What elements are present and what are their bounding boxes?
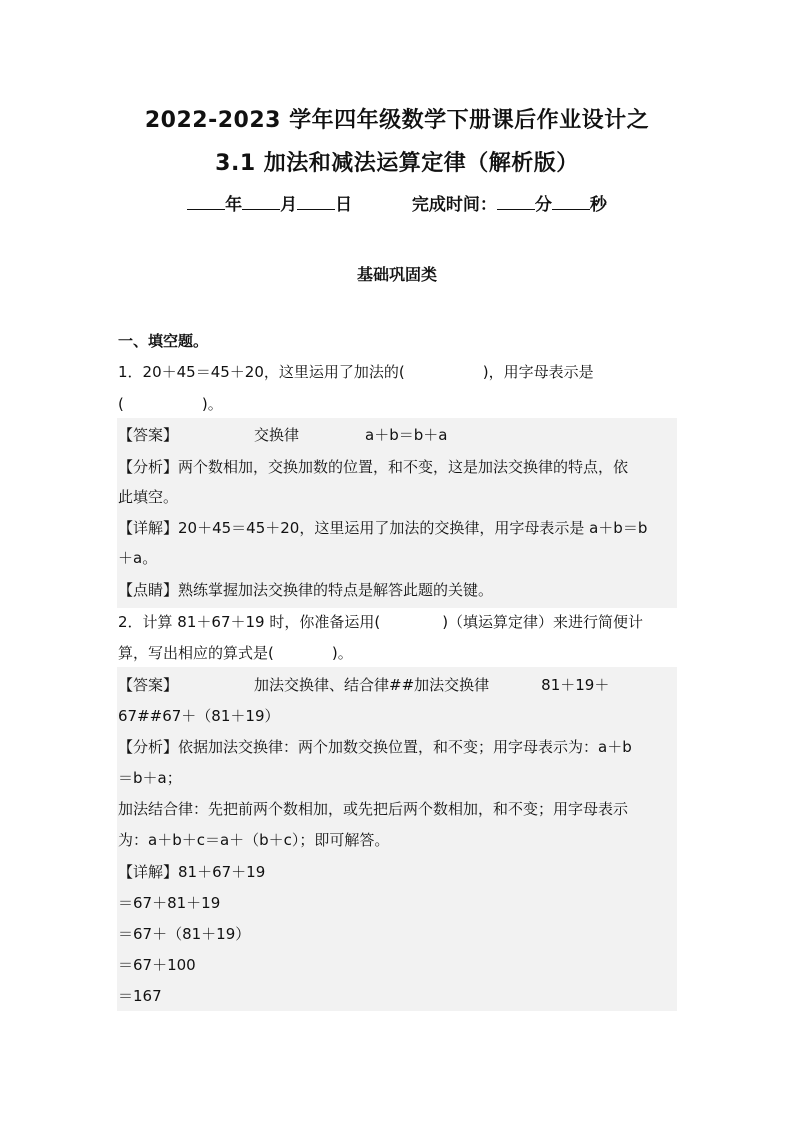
second-label: 秒 xyxy=(589,195,607,215)
day-blank xyxy=(297,195,335,210)
time-label: 完成时间： xyxy=(411,195,497,215)
q2-answer xyxy=(118,675,678,695)
q2-analysis-4: 为：a＋b＋c＝a＋（b＋c）；即可解答。 xyxy=(118,831,390,849)
q1-detail-2: ＋a。 xyxy=(118,549,158,567)
q1-comment: 【点睛】熟练掌握加法交换律的特点是解答此题的关键。 xyxy=(118,581,494,599)
q2-detail-2: ＝67＋81＋19 xyxy=(118,894,221,912)
q2-detail-1: 【详解】81＋67＋19 xyxy=(118,863,266,881)
minute-label: 分 xyxy=(534,195,552,215)
q2-stem-c: 算，写出相应的算式是( xyxy=(118,644,274,662)
month-label: 月 xyxy=(280,195,298,215)
q1-stem-c: ( xyxy=(118,395,124,413)
q2-stem-line1 xyxy=(118,612,678,632)
q2-answer-3: 67##67＋（81＋19） xyxy=(118,707,280,725)
q2-stem-line2 xyxy=(118,643,678,663)
doc-title-line2: 3.1 加法和减法运算定律（解析版） xyxy=(215,151,579,176)
q2-detail-4: ＝67＋100 xyxy=(118,956,196,974)
q2-answer-1: 加法交换律、结合律##加法交换律 xyxy=(254,676,490,694)
q2-stem-a: 2．计算 81＋67＋19 时，你准备运用( xyxy=(118,613,381,631)
q2-detail-3: ＝67＋（81＋19） xyxy=(118,925,251,943)
date-line xyxy=(0,190,794,215)
q1-answer-2: a＋b＝b＋a xyxy=(365,426,448,444)
q2-detail-5: ＝167 xyxy=(118,987,162,1005)
q1-stem-line2 xyxy=(118,394,678,414)
q1-stem-line1 xyxy=(118,362,678,382)
q1-answer-label: 【答案】 xyxy=(118,426,179,444)
q2-answer-label: 【答案】 xyxy=(118,676,179,694)
q2-stem-d: )。 xyxy=(331,644,353,662)
year-label: 年 xyxy=(225,195,243,215)
day-label: 日 xyxy=(335,195,353,215)
q2-analysis-1: 【分析】依据加法交换律：两个加数交换位置，和不变；用字母表示为：a＋b xyxy=(118,738,632,756)
q2-answer-2: 81＋19＋ xyxy=(541,676,610,694)
year-blank xyxy=(187,195,225,210)
q1-answer xyxy=(118,425,678,445)
second-blank xyxy=(552,195,590,210)
section-title: 基础巩固类 xyxy=(356,265,437,284)
q1-detail-1: 【详解】20＋45＝45＋20，这里运用了加法的交换律，用字母表示是 a＋b＝b xyxy=(118,519,648,537)
q2-analysis-3: 加法结合律：先把前两个数相加，或先把后两个数相加，和不变；用字母表示 xyxy=(118,800,629,818)
month-blank xyxy=(242,195,280,210)
q2-stem-b: )（填运算定律）来进行简便计 xyxy=(442,613,644,631)
part-title: 一、填空题。 xyxy=(118,332,209,350)
q1-stem-d: )。 xyxy=(201,395,223,413)
q1-answer-1: 交换律 xyxy=(254,426,300,444)
q1-analysis-1: 【分析】两个数相加，交换加数的位置，和不变，这是加法交换律的特点，依 xyxy=(118,458,629,476)
q1-stem-a: 1．20＋45＝45＋20，这里运用了加法的( xyxy=(118,363,405,381)
minute-blank xyxy=(497,195,535,210)
doc-title-line1: 2022-2023 学年四年级数学下册课后作业设计之 xyxy=(144,108,650,133)
q2-analysis-2: ＝b＋a； xyxy=(118,769,182,787)
q1-stem-b: )，用字母表示是 xyxy=(482,363,594,381)
q1-analysis-2: 此填空。 xyxy=(118,488,179,506)
